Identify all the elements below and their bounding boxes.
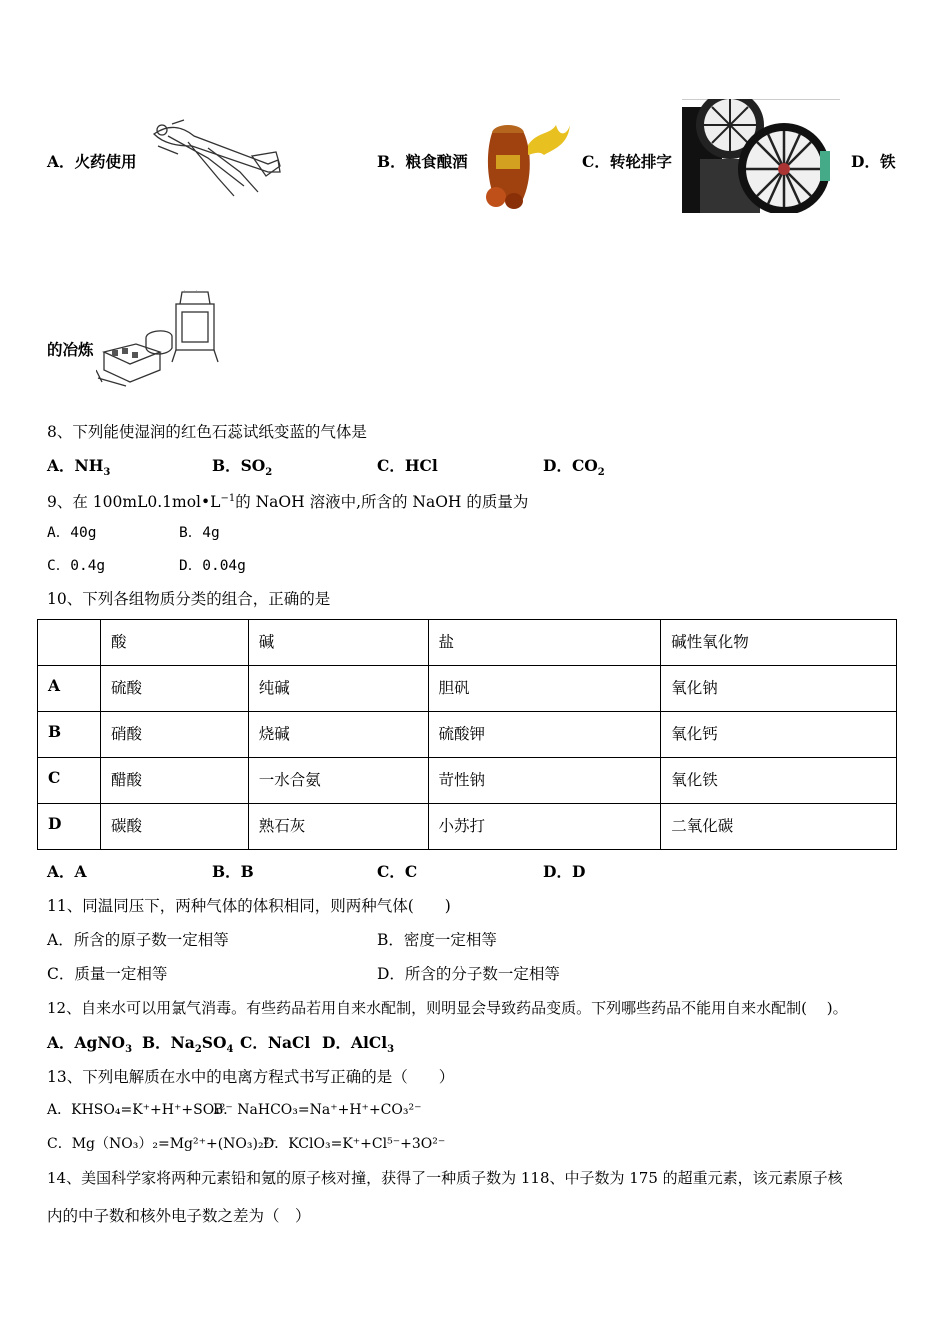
table-header-cell: 盐 xyxy=(428,620,661,666)
q7-option-a[interactable]: A．火药使用 xyxy=(47,152,137,171)
q8-option-b[interactable]: B．$SO_2$ xyxy=(212,456,273,479)
wine-jar-image xyxy=(478,111,572,209)
q10-option-a[interactable]: A．A xyxy=(47,862,87,881)
table-cell: D xyxy=(38,804,101,850)
q10-option-b[interactable]: B．B xyxy=(212,862,254,881)
q14-stem-line2: 内的中子数和核外电子数之差为（ ） xyxy=(47,1207,311,1225)
table-cell: 胆矾 xyxy=(428,666,661,712)
table-header-cell: 碱 xyxy=(248,620,428,666)
q10-option-c[interactable]: C．C xyxy=(377,862,418,881)
q9-option-c[interactable]: C．0.4g xyxy=(47,558,106,574)
table-header-cell xyxy=(38,620,101,666)
table-header-cell: 碱性氧化物 xyxy=(661,620,897,666)
table-cell: 一水合氨 xyxy=(248,758,428,804)
q12-option-d[interactable]: D．AlCl$_3$ xyxy=(322,1033,395,1056)
table-cell: 硫酸钾 xyxy=(428,712,661,758)
q12-option-c[interactable]: C．NaCl xyxy=(240,1033,311,1052)
q14-stem-line1: 14、美国科学家将两种元素铅和氪的原子核对撞，获得了一种质子数为 118、中子数为 175 的超重元素，该元素原子核 xyxy=(47,1169,843,1187)
q8-option-d[interactable]: D．$CO_2$ xyxy=(543,456,605,479)
table-row xyxy=(38,712,897,758)
q11-option-b[interactable]: B．密度一定相等 xyxy=(377,931,497,949)
table-header-row xyxy=(38,620,897,666)
q13-option-c[interactable]: C．Mg（NO₃）₂=Mg²⁺+(NO₃)₂²⁻ xyxy=(47,1136,277,1152)
table-cell: 熟石灰 xyxy=(248,804,428,850)
gunpowder-rocket-image xyxy=(148,116,284,202)
table-row xyxy=(38,666,897,712)
table-cell: 硫酸 xyxy=(100,666,248,712)
classification-table xyxy=(37,619,897,850)
table-cell: A xyxy=(38,666,101,712)
q13-option-a[interactable]: A．KHSO₄=K⁺+H⁺+SO₄²⁻ xyxy=(47,1102,233,1118)
q7-option-d-continued: 的冶炼 xyxy=(47,340,94,359)
q9-option-a[interactable]: A．40g xyxy=(47,525,97,541)
q7-option-c[interactable]: C．转轮排字 xyxy=(582,152,672,171)
table-cell: C xyxy=(38,758,101,804)
q8-stem: 8、下列能使湿润的红色石蕊试纸变蓝的气体是 xyxy=(47,423,367,441)
q8-option-a[interactable]: A．$NH_3$ xyxy=(47,456,111,479)
table-cell: 醋酸 xyxy=(100,758,248,804)
q10-option-d[interactable]: D．D xyxy=(543,862,586,881)
table-cell: 氧化铁 xyxy=(661,758,897,804)
q11-option-c[interactable]: C．质量一定相等 xyxy=(47,965,168,983)
table-cell: 碳酸 xyxy=(100,804,248,850)
q7-option-d[interactable]: D．铁 xyxy=(851,152,896,171)
table-cell: 小苏打 xyxy=(428,804,661,850)
table-cell: 纯碱 xyxy=(248,666,428,712)
q12-option-b[interactable]: B．$Na_2SO_4$ xyxy=(142,1033,234,1056)
table-cell: 氧化钠 xyxy=(661,666,897,712)
table-row xyxy=(38,804,897,850)
q10-stem: 10、下列各组物质分类的组合，正确的是 xyxy=(47,590,331,608)
iron-smelting-image xyxy=(96,290,224,388)
table-cell: 苛性钠 xyxy=(428,758,661,804)
table-row xyxy=(38,758,897,804)
table-cell: 硝酸 xyxy=(100,712,248,758)
q9-option-d[interactable]: D．0.04g xyxy=(179,558,246,574)
table-header-cell: 酸 xyxy=(100,620,248,666)
table-cell: 氧化钙 xyxy=(661,712,897,758)
q12-stem: 12、自来水可以用氯气消毒。有些药品若用自来水配制，则明显会导致药品变质。下列哪些药品不能用自来水配制( )。 xyxy=(47,999,848,1017)
q9-option-b[interactable]: B．4g xyxy=(179,525,220,541)
rotating-type-wheel-image xyxy=(682,99,840,213)
q7-option-b[interactable]: B．粮食酿酒 xyxy=(377,152,468,171)
table-cell: 二氧化碳 xyxy=(661,804,897,850)
table-cell: B xyxy=(38,712,101,758)
q9-stem: 9、在 $100mL0.1mol•L^{-1}$的 NaOH 溶液中,所含的 NaOH 的质量为 xyxy=(47,493,529,512)
q13-stem: 13、下列电解质在水中的电离方程式书写正确的是（ ） xyxy=(47,1068,455,1086)
q13-option-d[interactable]: D．KClO₃=K⁺+Cl⁵⁻+3O²⁻ xyxy=(263,1136,446,1152)
q12-option-a[interactable]: A．AgNO$_3$ xyxy=(47,1033,133,1056)
q11-stem: 11、同温同压下，两种气体的体积相同，则两种气体( ) xyxy=(47,897,451,915)
q11-option-d[interactable]: D．所含的分子数一定相等 xyxy=(377,965,560,983)
q13-option-b[interactable]: B．NaHCO₃=Na⁺+H⁺+CO₃²⁻ xyxy=(213,1102,422,1118)
table-cell: 烧碱 xyxy=(248,712,428,758)
q8-option-c[interactable]: C．HCl xyxy=(377,456,438,475)
q11-option-a[interactable]: A．所含的原子数一定相等 xyxy=(47,931,229,949)
